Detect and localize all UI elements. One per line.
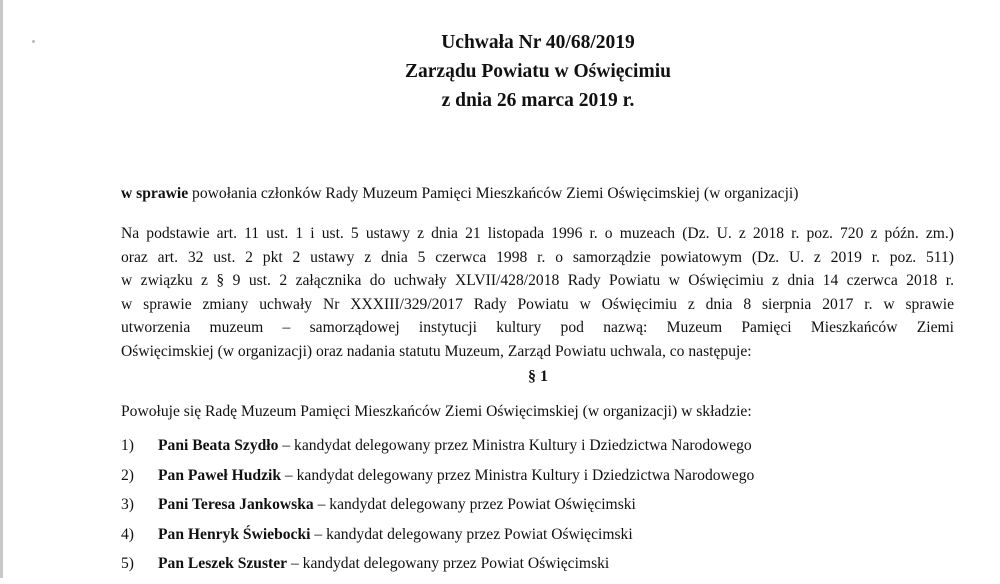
legal-basis-paragraph	[121, 222, 954, 364]
resolution-number: Uchwała Nr 40/68/2019	[441, 32, 635, 53]
member-name: Pan Leszek Szuster	[158, 555, 288, 572]
member-role: – kandydat delegowany przez Powiat Oświęcimski	[310, 525, 633, 543]
legal-basis-line: w związku z § 9 ust. 2 załącznika do uchwały XLVII/428/2018 Rady Powiatu w Oświęcimiu z dnia 14 czerwca 2018 r.	[121, 272, 954, 290]
item-number: 3)	[121, 496, 134, 513]
appointment-intro: Powołuje się Radę Muzeum Pamięci Mieszkańców Ziemi Oświęcimskiej (w organizacji) w składzie:	[121, 403, 752, 420]
subject-lead: w sprawie	[121, 185, 189, 202]
legal-basis-line: utworzenia muzeum – samorządowej instytucji kultury pod nazwą: Muzeum Pamięci Mieszkańców Ziemi	[121, 319, 954, 337]
list-item	[121, 436, 754, 466]
resolution-subject	[121, 184, 798, 204]
member-role: – kandydat delegowany przez Ministra Kultury i Dziedzictwa Narodowego	[281, 466, 755, 484]
resolution-header	[0, 28, 1000, 115]
member-name: Pan Paweł Hudzik	[158, 466, 282, 484]
legal-basis-line: Na podstawie art. 11 ust. 1 i ust. 5 ustawy z dnia 21 listopada 1996 r. o muzeach (Dz. U. z 2018 r. poz. 720 z późn. zm.)	[121, 225, 954, 242]
item-number: 1)	[121, 437, 134, 454]
resolution-date: z dnia 26 marca 2019 r.	[441, 90, 635, 111]
subject-text: powołania członków Rady Muzeum Pamięci Mieszkańców Ziemi Oświęcimskiej (w organizacji)	[188, 185, 799, 202]
item-number: 4)	[121, 525, 134, 543]
item-number: 5)	[121, 555, 134, 572]
list-item	[121, 495, 754, 525]
list-item	[121, 554, 754, 584]
member-role: – kandydat delegowany przez Powiat Oświęcimski	[287, 555, 610, 572]
member-name: Pan Henryk Świebocki	[158, 525, 311, 543]
item-number: 2)	[121, 466, 134, 484]
member-role: – kandydat delegowany przez Powiat Oświęcimski	[313, 496, 636, 513]
issuing-body: Zarządu Powiatu w Oświęcimiu	[405, 61, 671, 82]
legal-basis-line: Oświęcimskiej (w organizacji) oraz nadania statutu Muzeum, Zarząd Powiatu uchwala, co następuje:	[121, 342, 752, 360]
members-list	[121, 436, 754, 584]
member-role: – kandydat delegowany przez Ministra Kultury i Dziedzictwa Narodowego	[278, 437, 752, 454]
member-name: Pani Teresa Jankowska	[158, 496, 314, 513]
member-name: Pani Beata Szydło	[158, 437, 279, 454]
legal-basis-line: w sprawie zmiany uchwały Nr XXXIII/329/2017 Rady Powiatu w Oświęcimiu z dnia 8 sierpnia 2017 r. w sprawie	[121, 295, 954, 313]
list-item	[121, 466, 754, 496]
section-mark: § 1	[528, 368, 548, 385]
list-item	[121, 525, 754, 555]
legal-basis-line: oraz art. 32 ust. 2 pkt 2 ustawy z dnia 5 czerwca 1998 r. o samorządzie powiatowym (Dz. U. z 2019 r. poz. 511)	[121, 248, 954, 266]
